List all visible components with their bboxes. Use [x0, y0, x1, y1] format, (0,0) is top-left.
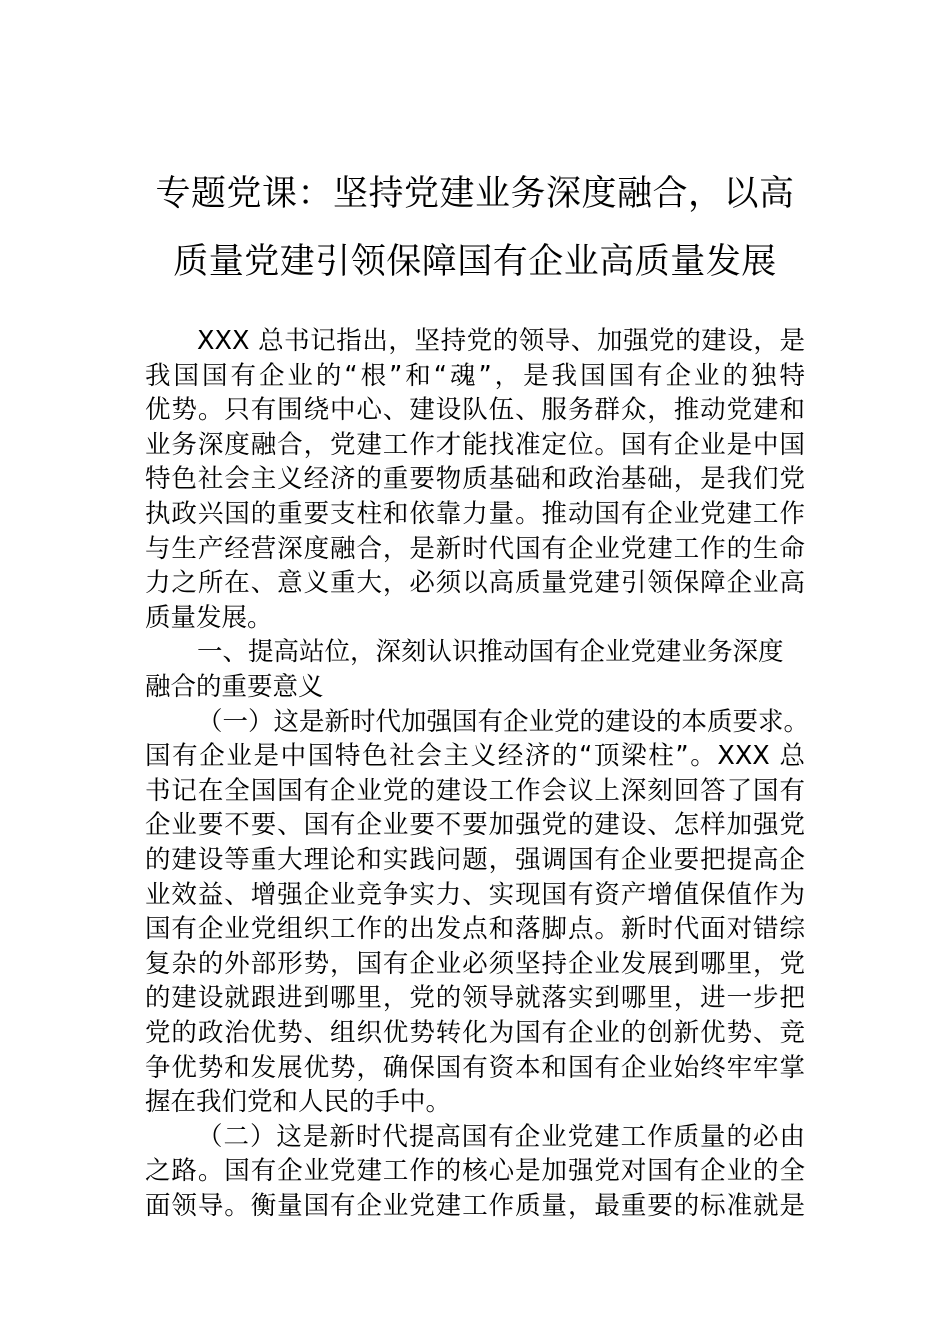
paragraph-line: 优势。只有围绕中心、建设队伍、服务群众，推动党建和 [145, 395, 805, 426]
paragraph-line: 面领导。衡量国有企业党建工作质量，最重要的标准就是 [145, 1191, 805, 1221]
paragraph-line: （二）这是新时代提高国有企业党建工作质量的必由 [197, 1121, 805, 1152]
section-heading-line: 融合的重要意义 [145, 672, 324, 702]
paragraph-line: 握在我们党和人民的手中。 [145, 1087, 452, 1118]
paragraph-line: 业务深度融合，党建工作才能找准定位。国有企业是中国 [145, 429, 805, 460]
paragraph-line: 争优势和发展优势，确保国有资本和国有企业始终牢牢掌 [145, 1052, 805, 1083]
paragraph-line: （一）这是新时代加强国有企业党的建设的本质要求。 [197, 706, 810, 737]
paragraph-line: 复杂的外部形势，国有企业必须坚持企业发展到哪里，党 [145, 948, 805, 979]
paragraph-line: 企业要不要、国有企业要不要加强党的建设、怎样加强党 [145, 810, 805, 841]
paragraph-line: 与生产经营深度融合，是新时代国有企业党建工作的生命 [145, 533, 805, 564]
document-title-line-1: 专题党课：坚持党建业务深度融合，以高 [155, 174, 795, 214]
paragraph-line: 的建设等重大理论和实践问题，强调国有企业要把提高企 [145, 845, 805, 875]
paragraph-line: 党的政治优势、组织优势转化为国有企业的创新优势、竞 [145, 1018, 805, 1048]
paragraph-line: 特色社会主义经济的重要物质基础和政治基础，是我们党 [145, 464, 805, 495]
paragraph-line: 书记在全国国有企业党的建设工作会议上深刻回答了国有 [145, 775, 805, 806]
paragraph-line: 之路。国有企业党建工作的核心是加强党对国有企业的全 [145, 1156, 805, 1187]
paragraph-line: 国有企业是中国特色社会主义经济的“顶梁柱”。XXX 总 [145, 741, 805, 772]
document-title-line-2: 质量党建引领保障国有企业高质量发展 [173, 242, 777, 282]
paragraph-line: 力之所在、意义重大，必须以高质量党建引领保障企业高 [145, 568, 805, 599]
section-heading-line: 一、提高站位，深刻认识推动国有企业党建业务深度 [197, 637, 784, 668]
paragraph-line: 的建设就跟进到哪里，党的领导就落实到哪里，进一步把 [145, 983, 805, 1014]
paragraph-line: 执政兴国的重要支柱和依靠力量。推动国有企业党建工作 [145, 499, 805, 529]
paragraph-line: 我国国有企业的“根”和“魂”，是我国国有企业的独特 [145, 360, 805, 391]
paragraph-line: 业效益、增强企业竞争实力、实现国有资产增值保值作为 [145, 879, 805, 910]
paragraph-line: 国有企业党组织工作的出发点和落脚点。新时代面对错综 [145, 914, 805, 945]
paragraph-line: 质量发展。 [145, 602, 273, 633]
paragraph-line: XXX 总书记指出，坚持党的领导、加强党的建设，是 [197, 326, 805, 356]
